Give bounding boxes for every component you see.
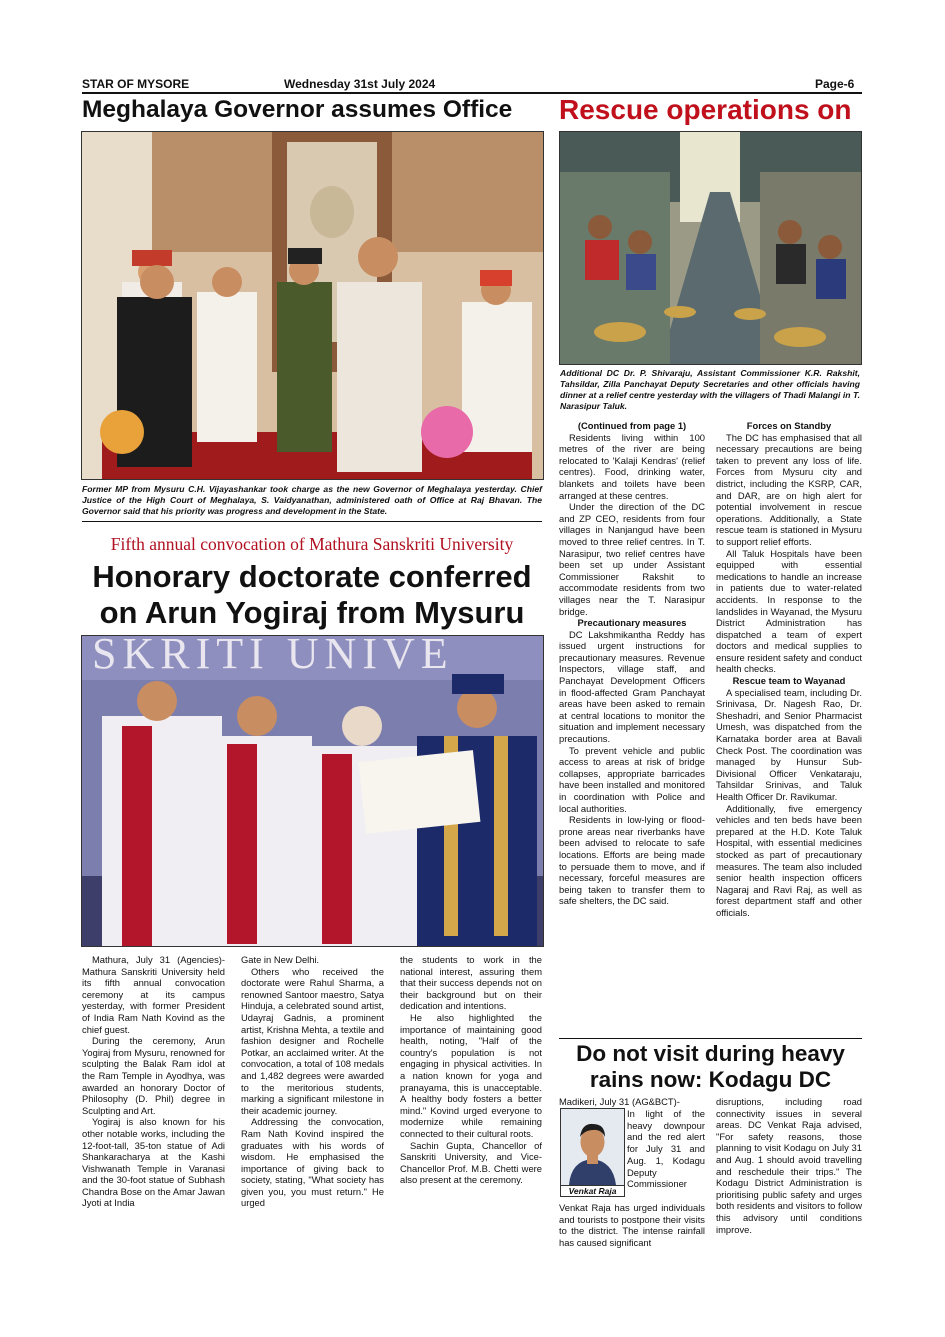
kodagu-dateline-wrap xyxy=(559,1096,705,1108)
rescue-column-1 xyxy=(559,420,705,907)
governor-ceremony-illustration xyxy=(82,132,543,479)
doctorate-c1-p1: Mathura, July 31 (Agencies)- Mathura Sanskriti University held its fifth annual convocation ceremony at its campus yesterday, with former President of India Ram Nath Kovind as the chief guest. xyxy=(82,954,225,1035)
doctorate-c1-p3: Yogiraj is also known for his other notable works, including the 12-foot-tall, 35-ton statue of Adi Shankaracharya at the Kashi Vishwanath Temple in Varanasi and the 30-foot statue of Subhash Chandra Bose on the Amar Jawan Jyoti at India xyxy=(82,1116,225,1209)
page-number: Page-6 xyxy=(815,77,855,91)
governor-caption: Former MP from Mysuru C.H. Vijayashankar took charge as the new Governor of Meghalaya yesterday. Chief Justice of the High Court of Meghalaya, S. Vaidyanathan, administered oath of Office at Raj Bhavan. The Governor said that his priority was progress and development in the State. xyxy=(82,484,542,516)
rescue-headline: Rescue operations on xyxy=(559,94,852,125)
subhead-precautionary: Precautionary measures xyxy=(577,617,687,629)
doctorate-headline-line-2: on Arun Yogiraj from Mysuru xyxy=(99,595,525,630)
doctorate-column-3 xyxy=(400,954,542,1186)
venkat-raja-photo xyxy=(560,1108,625,1186)
kodagu-headline-line-2: rains now: Kodagu DC xyxy=(589,1067,832,1092)
governor-photo xyxy=(81,131,544,480)
doctorate-c3-p1: the students to work in the national interest, assuring them that their success depends not on their background but on their dedication and intentions. xyxy=(400,954,542,1012)
convocation-photo xyxy=(81,635,544,947)
doctorate-c2-p3: Addressing the convocation, Ram Nath Kovind inspired the graduates with his words of wisdom. He emphasised the importance of giving back to society, stating, "What society has given you, you must return." He urged xyxy=(241,1116,384,1209)
doctorate-kicker: Fifth annual convocation of Mathura Sanskriti University xyxy=(110,534,514,554)
rescue-column-2 xyxy=(716,420,862,919)
rescue-c2-p2: All Taluk Hospitals have been equipped with essential medications to handle an increase in patients due to water-related accidents. In response to the landslides in Wayanad, the Mysuru District Administration has dispatched a team of expert doctors and medical supplies to ensure resident safety and conduct health checks. xyxy=(716,547,862,675)
rescue-c1-p2: Under the direction of the DC and ZP CEO, residents from four villages in Nanjangud have been moved to three relief centres. In T. Narasipur, two relief centres have been set up under Assistant Commissioner Rakshit to accommodate residents from two villages near the T. Narasipur bridge. xyxy=(559,501,705,617)
rescue-c2-p3: A specialised team, including Dr. Srinivasa, Dr. Nagesh Rao, Dr. Sheshadri, and Senior Pharmacist Umesh, was dispatched from the Karnataka border area at Bavali Check Post. The coordination was managed by Hunsur Sub-Divisional Officer Venkataraju, Tahsildar Srinivas, and Taluk Health Officer Dr. Ravikumar. xyxy=(716,686,862,802)
rescue-c1-p3: DC Lakshmikantha Reddy has issued urgent instructions for precautionary measures. Revenue Inspectors, village staff, and Panchayat Development Officers in flood-affected Gram Panchayat areas have been asked to remain at central locations to monitor the situation and implement necessary precautions. xyxy=(559,628,705,745)
rescue-caption: Additional DC Dr. P. Shivaraju, Assistant Commissioner K.R. Rakshit, Tahsildar, Zilla Panchayat Deputy Secretaries and other officials having dinner at a relief centre yesterday with the villagers of Thadi Malangi in T. Narasipur Taluk. xyxy=(560,368,860,411)
relief-centre-photo xyxy=(559,131,862,365)
portrait-illustration xyxy=(561,1109,624,1185)
kodagu-wrap-text: In light of the heavy downpour and the red alert for July 31 and Aug. 1, Kodagu Deputy Commissioner xyxy=(627,1108,705,1190)
rescue-c1-p5: Residents in low-lying or flood-prone areas near riverbanks have been advised to relocate to safe locations. Efforts are being made to persuade them to move, and if necessary, forceful measures are being taken to transfer them to safe shelters, the DC said. xyxy=(559,814,705,907)
kodagu-headline-line-1: Do not visit during heavy xyxy=(576,1041,845,1066)
doctorate-c3-p3: Sachin Gupta, Chancellor of Sanskriti University, and Vice-Chancellor Prof. M.B. Chetti were also present at the ceremony. xyxy=(400,1139,542,1186)
issue-date: Wednesday 31st July 2024 xyxy=(284,77,436,91)
photo-label: Venkat Raja xyxy=(560,1185,625,1197)
doctorate-column-2 xyxy=(241,954,384,1209)
doctorate-headline-line-1: Honorary doctorate conferred xyxy=(92,559,532,594)
convocation-illustration xyxy=(82,636,543,946)
kodagu-c2-p1: disruptions, including road connectivity issues in several areas. DC Venkat Raja advised, "For safety reasons, those planning to visit Kodagu on July 31 and Aug. 1 should avoid travelling and reschedule their trips." The Kodagu District Administration is prioritising public safety and urges both residents and visitors to follow this advisory until conditions improve. xyxy=(716,1096,862,1235)
kodagu-c1-rest: Venkat Raja has urged individuals and tourists to postpone their visits to the district. The intense rainfall has caused significant xyxy=(559,1202,705,1248)
doctorate-c2-p1: Gate in New Delhi. xyxy=(241,954,320,965)
rescue-c1-p4: To prevent vehicle and public access to areas at risk of bridge collapses, appropriate barricades have been installed and monitored in coordination with Police and local authorities. xyxy=(559,744,705,814)
continued-note: (Continued from page 1) xyxy=(577,420,687,431)
kodagu-dateline: Madikeri, July 31 (AG&BCT)- xyxy=(559,1096,680,1107)
doctorate-column-1 xyxy=(82,954,225,1209)
doctorate-c3-p2: He also highlighted the importance of maintaining good health, noting, "Half of the country's population is not engaging in physical activities. In a nation known for yoga and pranayama, this is unacceptable. A healthy body fosters a better mind." Kovind urged everyone to modernize while remaining connected to their cultural roots. xyxy=(400,1011,542,1139)
governor-rule xyxy=(82,521,542,522)
kodagu-wrap-column xyxy=(627,1108,705,1190)
rescue-c1-p1: Residents living within 100 metres of the river are being relocated to 'Kalaji Kendras' (relief centres). Food, drinking water, blankets and toilets have been arranged at these centres. xyxy=(559,431,705,501)
convocation-banner-text: SKRITI UNIVE xyxy=(92,635,454,678)
kodagu-column-1 xyxy=(559,1202,705,1248)
rescue-c2-p1: The DC has emphasised that all necessary precautions are being taken to prevent any loss of life. Forces from Mysuru city and district, including the KSRP, CAR, and DAR, are on high alert for potential involvement in rescue operations. Additionally, a State rescue team is stationed in Mysuru to support relief efforts. xyxy=(716,431,862,547)
subhead-wayanad: Rescue team to Wayanad xyxy=(732,675,846,687)
governor-headline: Meghalaya Governor assumes Office xyxy=(82,96,513,123)
doctorate-c1-p2: During the ceremony, Arun Yogiraj from Mysuru, renowned for sculpting the Balak Ram idol at the Ram Temple in Ayodhya, was awarded an honorary Doctor of Philosophy (D. Phil) degree in Sculpting and Art. xyxy=(82,1035,225,1116)
kodagu-rule xyxy=(559,1038,862,1039)
paper-name: STAR OF MYSORE xyxy=(82,77,190,91)
doctorate-c2-p2: Others who received the doctorate were Rahul Sharma, a renowned Santoor maestro, Satya Hinduja, a celebrated sound artist, Udayraj Gadnis, a prominent artist, Krishna Mehta, a textile and fashion designer and Rochelle Potkar, an acclaimed writer. At the convocation, a total of 108 medals and 1,482 degrees were awarded to the meritorious students, marking a significant milestone in their academic journey. xyxy=(241,965,384,1116)
subhead-forces: Forces on Standby xyxy=(746,420,832,431)
kodagu-column-2 xyxy=(716,1096,862,1235)
rescue-c2-p4: Additionally, five emergency vehicles and ten beds have been prepared at the H.D. Kote Taluk Hospital, with essential medicines stocked as part of precautionary measures. The team also included senior health inspection officers Nagaraj and Ravi Raj, as well as forest department staff and other officials. xyxy=(716,802,862,918)
relief-centre-illustration xyxy=(560,132,861,364)
